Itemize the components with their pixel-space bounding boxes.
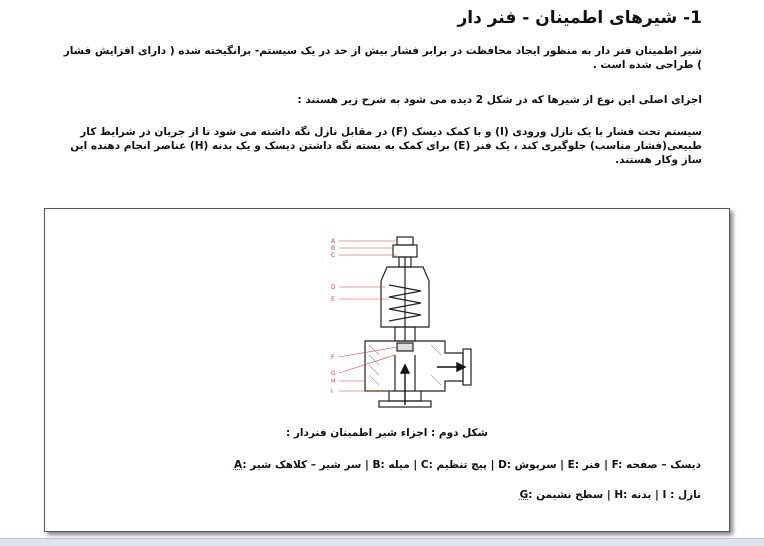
paragraph-intro: شیر اطمینان فنر دار به منظور ایجاد محافظت در برابر فشار بیش از حد در یک سیستم- برانگیخته شده ( دارای افزایش فشار ) طراحی شده است . — [63, 45, 702, 71]
figure-caption: شکل دوم : اجزاء شیر اطمینان فنردار : — [286, 427, 488, 439]
part-label-d: D — [331, 284, 336, 291]
safety-valve-diagram-icon — [325, 231, 485, 411]
figure-box — [44, 208, 730, 532]
paragraph-mechanism: سیستم تحت فشار با یک نازل ورودی (I) و با کمک دیسک (F) در مقابل نازل نگه داشته می شود تا از جریان در شرایط کار طبیعی(فشار مناسب) جلوگیری کند ، یک فنر (E) برای کمک به بسته نگه داشتن دیسک و یک بدنه (H) عناصر انجام دهنده این ساز وکار هستند. — [70, 126, 702, 166]
part-label-g: G — [331, 370, 336, 377]
legend-text-1: : سر شیر – کلاهک شیر | B: میله | C: پیچ تنظیم | D: سرپوش | E: فنر | F: دیسک – صفحه — [242, 459, 701, 471]
legend-key-g: G — [519, 489, 529, 501]
part-label-c: C — [331, 252, 336, 259]
part-label-a: A — [331, 238, 336, 245]
legend-text-2: : سطح نشیمن | H: بدنه | I : نازل — [528, 489, 701, 501]
paragraph-components: اجزای اصلی این نوع از شیرها که در شکل 2 دیده می شود به شرح زیر هستند : — [297, 94, 702, 106]
part-label-i: I — [331, 388, 333, 395]
part-label-h: H — [331, 378, 336, 385]
legend-line-2 — [520, 489, 701, 501]
heading-text: شیرهای اطمینان - فنر دار — [457, 8, 678, 28]
part-label-e: E — [331, 296, 335, 303]
section-heading — [457, 8, 702, 28]
legend-key-a: A — [233, 459, 243, 471]
part-label-b: B — [331, 245, 336, 252]
heading-number: 1- — [683, 8, 702, 28]
part-label-f: F — [331, 354, 335, 361]
legend-line-1 — [234, 459, 701, 471]
